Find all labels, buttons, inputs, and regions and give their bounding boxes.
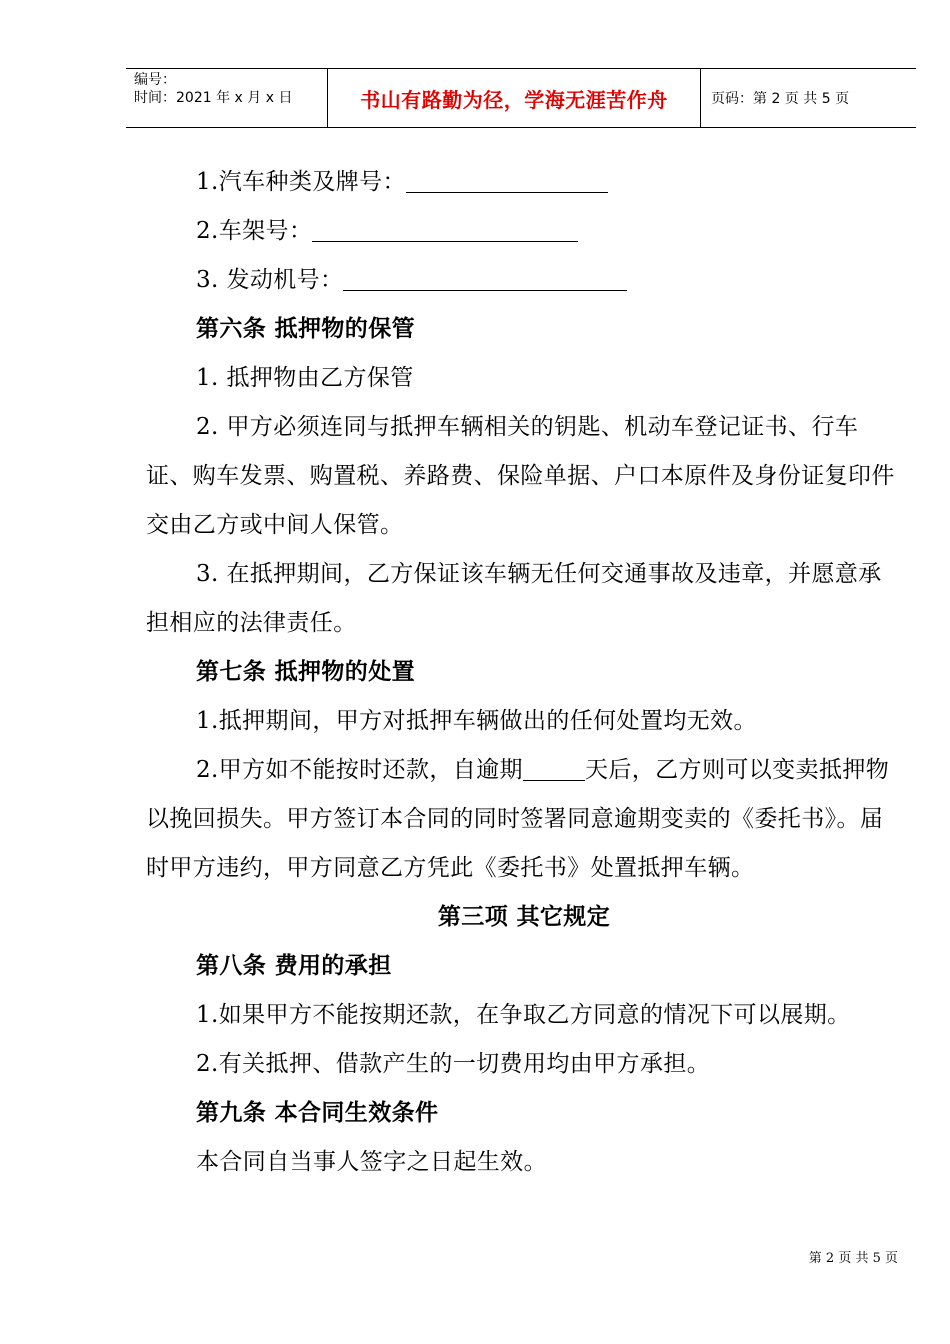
article-6-title: 第六条 抵押物的保管 — [196, 316, 416, 342]
article-6-paragraph: 3. 在抵押期间，乙方保证该车辆无任何交通事故及违章，并愿意承担相应的法律责任。 — [146, 561, 882, 636]
article-7-paragraph — [146, 746, 902, 893]
frame-number-label: 2.车架号： — [196, 218, 313, 244]
frame-number-line — [146, 207, 902, 256]
engine-number-blank[interactable] — [343, 264, 627, 291]
article-7-paragraph: 1.抵押期间，甲方对抵押车辆做出的任何处置均无效。 — [196, 708, 757, 734]
vehicle-type-blank[interactable] — [406, 166, 608, 193]
overdue-text-start: 2.甲方如不能按时还款，自逾期 — [196, 757, 523, 783]
overdue-text-end: 天后，乙方则可以变卖抵押物以挽回损失。甲方签订本合同的同时签署同意逾期变卖的《委托书》。届时甲方违约，甲方同意乙方凭此《委托书》处置抵押车辆。 — [146, 757, 890, 881]
article-9-paragraph: 本合同自当事人签字之日起生效。 — [196, 1149, 547, 1175]
footer-page-number: 第 2 页 共 5 页 — [808, 1251, 898, 1266]
vehicle-type-line — [146, 158, 902, 207]
engine-number-line — [146, 256, 902, 305]
section-3-title: 第三项 其它规定 — [437, 904, 611, 930]
article-6-paragraph: 2. 甲方必须连同与抵押车辆相关的钥匙、机动车登记证书、行车证、购车发票、购置税、养路费、保险单据、户口本原件及身份证复印件交由乙方或中间人保管。 — [146, 414, 895, 538]
engine-number-label: 3. 发动机号： — [196, 267, 344, 293]
header-motto — [328, 69, 701, 127]
vehicle-type-label: 1.汽车种类及牌号： — [196, 169, 406, 195]
article-8-paragraph: 1.如果甲方不能按期还款，在争取乙方同意的情况下可以展期。 — [196, 1002, 851, 1028]
article-8-title: 第八条 费用的承担 — [196, 953, 392, 979]
header-page-info — [701, 69, 916, 127]
page-header — [126, 68, 916, 128]
page-footer — [809, 1247, 898, 1266]
document-time-label: 时间：2021 年 x 月 x 日 — [134, 90, 293, 106]
motto-text: 书山有路勤为径，学海无涯苦作舟 — [360, 87, 668, 112]
header-page-number: 页码：第 2 页 共 5 页 — [711, 91, 850, 107]
frame-number-blank[interactable] — [312, 215, 578, 242]
article-6-paragraph: 1. 抵押物由乙方保管 — [196, 365, 414, 391]
article-9-title: 第九条 本合同生效条件 — [196, 1100, 439, 1126]
document-body — [146, 158, 902, 1187]
article-7-title: 第七条 抵押物的处置 — [196, 659, 416, 685]
article-8-paragraph: 2.有关抵押、借款产生的一切费用均由甲方承担。 — [196, 1051, 711, 1077]
document-number-label: 编号： — [134, 72, 176, 88]
header-meta — [126, 69, 328, 127]
overdue-days-blank[interactable] — [523, 754, 585, 781]
